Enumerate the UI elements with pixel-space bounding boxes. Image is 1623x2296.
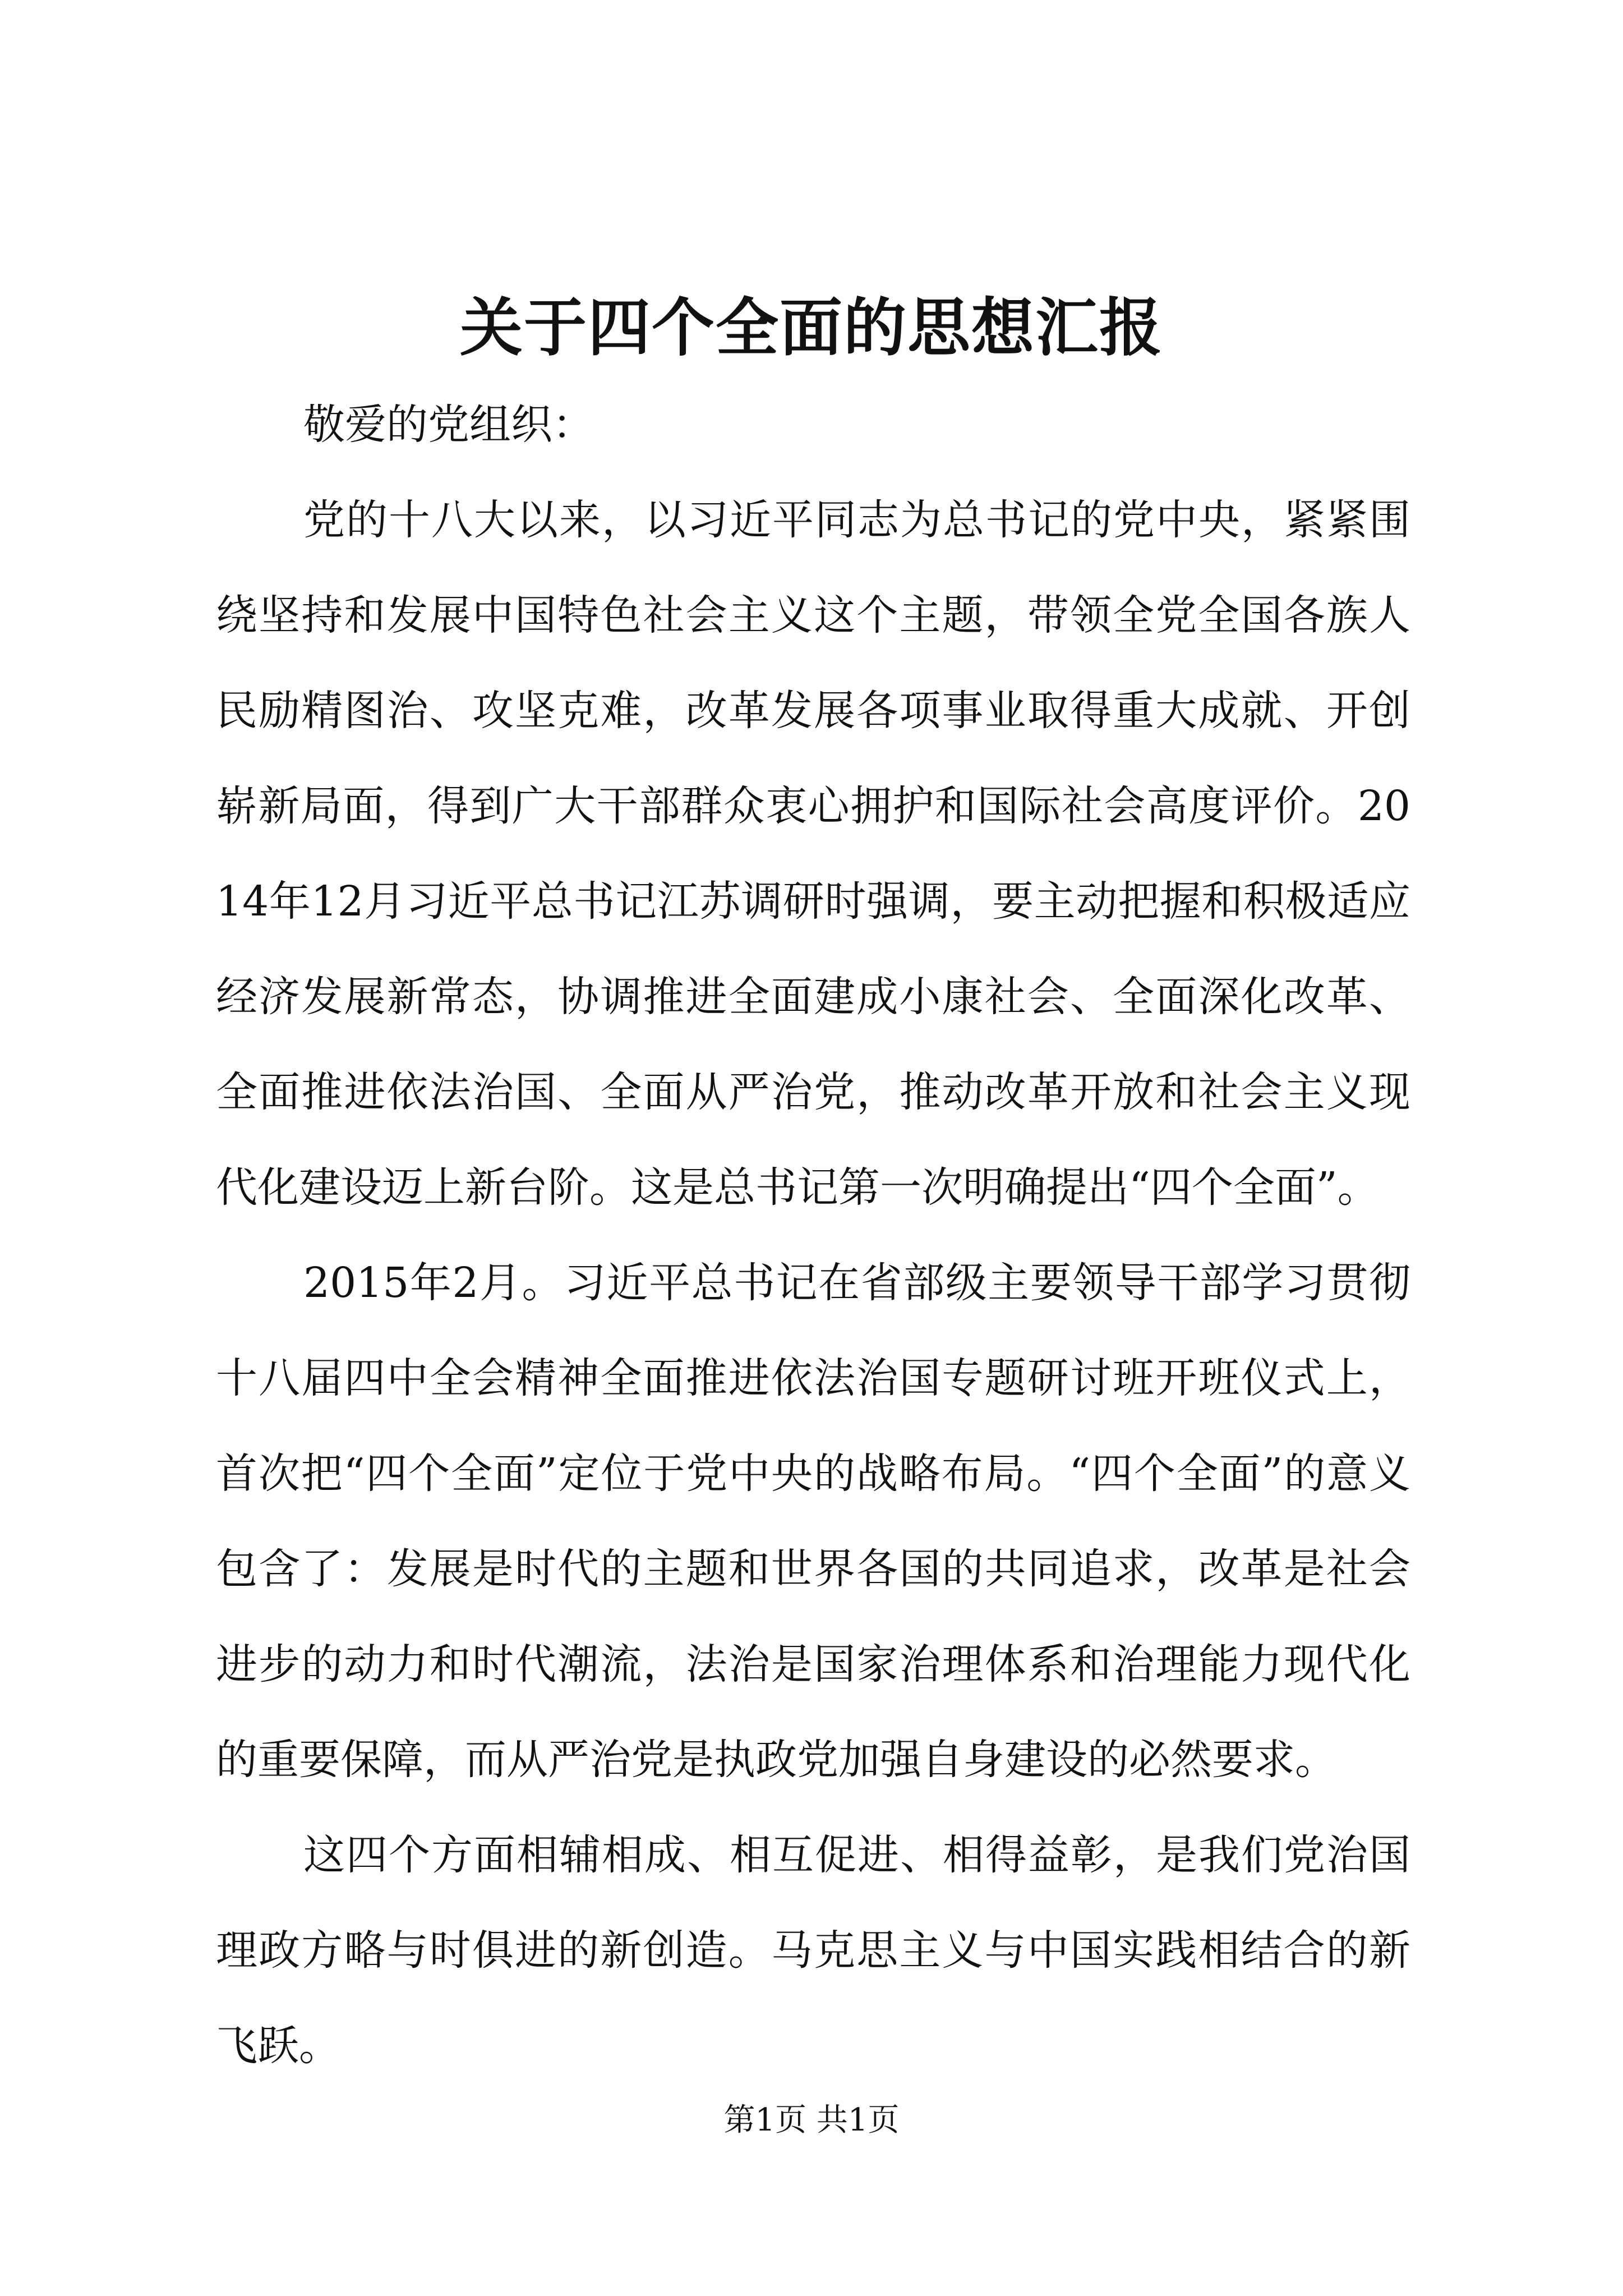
document-body bbox=[216, 377, 1410, 2093]
page-footer bbox=[0, 2098, 1623, 2143]
page-number: 第1页 共1页 bbox=[723, 2102, 900, 2138]
paragraph-1: 党的十八大以来，以习近平同志为总书记的党中央，紧紧围绕坚持和发展中国特色社会主义这个主题，带领全党全国各族人民励精图治、攻坚克难，改革发展各项事业取得重大成就、开创崭新局面，得到广大干部群众衷心拥护和国际社会高度评价。2014年12月习近平总书记江苏调研时强调，要主动把握和积极适应经济发展新常态，协调推进全面建成小康社会、全面深化改革、全面推进依法治国、全面从严治党，推动改革开放和社会主义现代化建设迈上新台阶。这是总书记第一次明确提出“四个全面”。 bbox=[216, 496, 1410, 1212]
salutation: 敬爱的党组织： bbox=[303, 401, 594, 449]
document-title: 关于四个全面的思想汇报 bbox=[460, 291, 1163, 365]
paragraph-3: 这四个方面相辅相成、相互促进、相得益彰，是我们党治国理政方略与时俱进的新创造。马克思主义与中国实践相结合的新飞跃。 bbox=[216, 1831, 1410, 2070]
paragraph-2: 2015年2月。习近平总书记在省部级主要领导干部学习贯彻十八届四中全会精神全面推进依法治国专题研讨班开班仪式上，首次把“四个全面”定位于党中央的战略布局。“四个全面”的意义包含了：发展是时代的主题和世界各国的共同追求，改革是社会进步的动力和时代潮流，法治是国家治理体系和治理能力现代化的重要保障，而从严治党是执政党加强自身建设的必然要求。 bbox=[216, 1259, 1410, 1784]
